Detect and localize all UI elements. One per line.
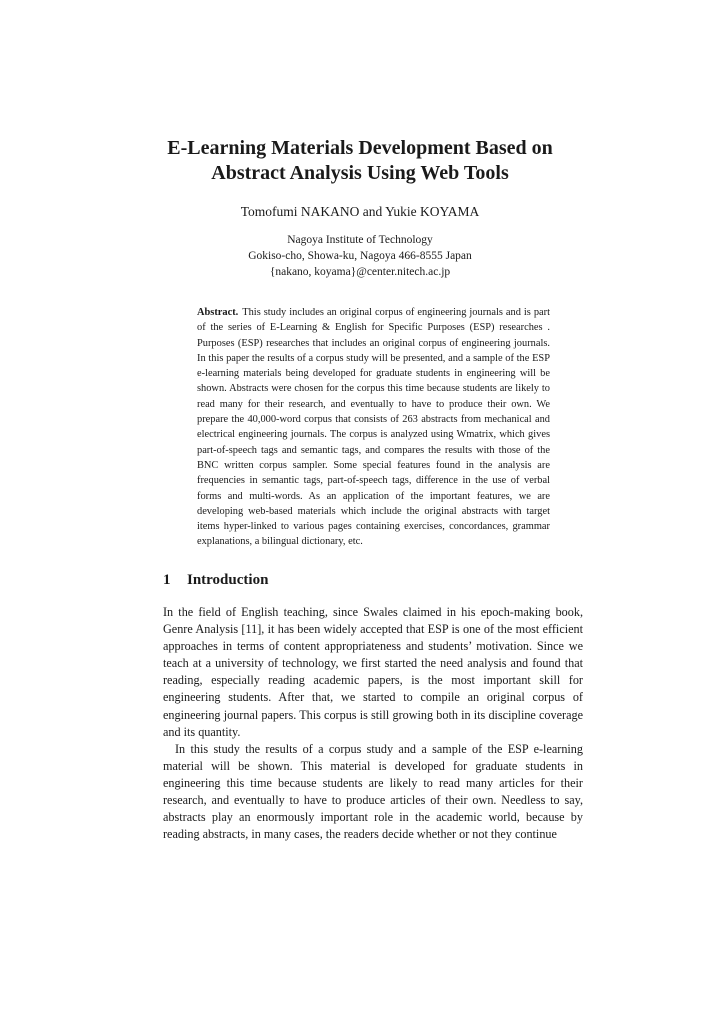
abstract-block	[197, 305, 550, 550]
institution: Nagoya Institute of Technology	[287, 234, 433, 246]
title-line-1: E-Learning Materials Development Based on	[167, 137, 553, 159]
affiliation-block	[100, 232, 620, 280]
email: {nakano, koyama}@center.nitech.ac.jp	[269, 266, 451, 278]
title-line-2: Abstract Analysis Using Web Tools	[211, 162, 509, 184]
address: Gokiso-cho, Showa-ku, Nagoya 466-8555 Japan	[248, 250, 472, 262]
author-list: Tomofumi NAKANO and Yukie KOYAMA	[240, 204, 480, 219]
paper-title	[100, 136, 620, 186]
section-body	[163, 604, 583, 843]
abstract-text: This study includes an original corpus of engineering journals and is part of the series of E-Learning & English for Specific Purposes (ESP) researches . Purposes (ESP) researches that includes an original corpus of engineering journals. In this paper the results of a corpus study will be presented, and a sample of the ESP e-learning materials being developed for graduate students in engineering will be shown. Abstracts were chosen for the corpus this time because students are likely to read many for their research, and eventually to have to produce their own. We prepare the 40,000-word corpus that consists of 263 abstracts from mechanical and electrical engineering journals. The corpus is analyzed using Wmatrix, which gives part-of-speech tags and semantic tags, and compares the results with those of the BNC written corpus sampler. Some special features found in the analysis are frequencies in semantic tags, part-of-speech tags, difference in the use of verbal forms and multi-words. As an application of the important features, we are developing web-based materials which include the original abstracts with target items hyper-linked to various pages containing exercises, concordances, grammar explanations, a bilingual dictionary, etc.	[197, 307, 550, 548]
abstract-label: Abstract.	[197, 307, 239, 318]
paragraph-2: In this study the results of a corpus study and a sample of the ESP e-learning material will be shown. This material is developed for graduate students in engineering this time because students are likely to read many articles for their research, and eventually to have to produce articles of their own. Needless to say, abstracts play an enormously important role in the academic world, because by reading abstracts, in many cases, the readers decide whether or not they continue	[163, 741, 583, 842]
section-title: Introduction	[187, 572, 269, 588]
paragraph-1: In the field of English teaching, since Swales claimed in his epoch-making book, Genre Analysis [11], it has been widely accepted that ESP is one of the most efficient approaches in terms of content appropriateness and students’ motivation. Since we teach at a university of technology, we first started the need analysis and found that reading, especially reading academic papers, is the most important skill for engineering students. After that, we started to compile an original corpus of engineering journal papers. This corpus is still growing both in its discipline coverage and its quantity.	[163, 605, 583, 739]
section-number: 1	[163, 572, 171, 588]
section-heading	[163, 570, 268, 590]
